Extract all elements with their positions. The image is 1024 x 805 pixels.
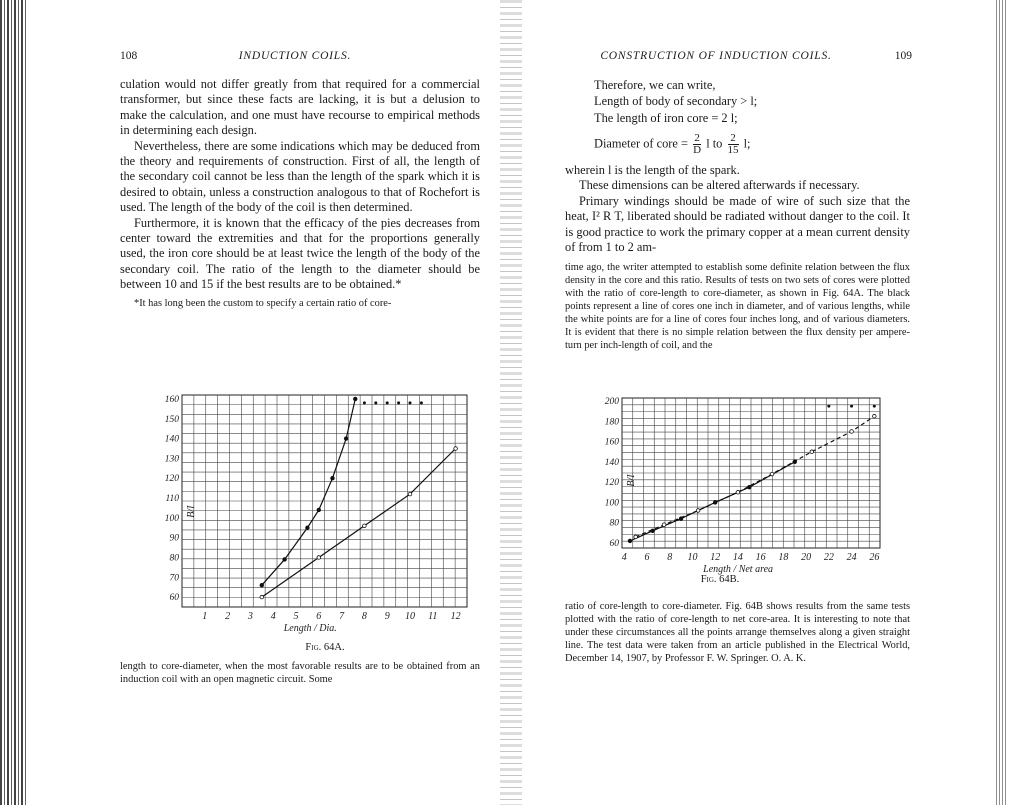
paragraph: Primary windings should be made of wire of such size that the heat, I² R T, liberated should be radiated without danger to the coil. It is good practice to work the primary copper at a mean current density of from 1 to 2 am- [565, 193, 910, 255]
y-axis-label: B/I [626, 474, 637, 487]
data-point [810, 450, 814, 454]
y-tick-label: 140 [604, 457, 619, 468]
book-gutter [500, 0, 522, 805]
data-point [770, 472, 774, 476]
numerator: 2 [694, 132, 700, 145]
data-point [736, 490, 740, 494]
data-point [283, 558, 287, 562]
running-head-title: CONSTRUCTION OF INDUCTION COILS. [600, 50, 832, 62]
paragraph: Therefore, we can write, [594, 78, 716, 92]
data-point [409, 401, 412, 404]
y-tick-label: 80 [609, 518, 619, 529]
paragraph: Furthermore, it is known that the efficacy of the pies decreases from center toward the extremities and that for the proportions generally used, the iron core should be at least twice the length of the body of the secondary coil. The ratio of the length to the diameter should be between 10 and 15 if the best results are to be obtained.* [120, 215, 480, 292]
data-point [331, 476, 335, 480]
x-tick-label: 10 [405, 611, 415, 622]
x-tick-label: 26 [869, 552, 880, 563]
data-point [260, 595, 264, 599]
y-tick-label: 120 [164, 474, 179, 485]
y-tick-label: 160 [164, 394, 179, 405]
data-point [317, 556, 321, 560]
x-axis-label: Length / Net area [703, 564, 774, 575]
data-point [306, 526, 310, 530]
paragraph: These dimensions can be altered afterwards if necessary. [579, 178, 860, 193]
data-point [696, 509, 700, 513]
footnote: ratio of core-length to core-diameter. Fig. 64B shows results from the same tests plotted with the ratio of core-length to net core-area. It is interesting to note that under these circumstances all the points arrange themselves along a given straight line. The test data were taken from an article published in the Electrical World, December 14, 1907, by Professor F. W. Springer. O. A. K. [565, 601, 910, 664]
x-tick-label: 6 [644, 552, 650, 563]
x-tick-label: 11 [428, 611, 438, 622]
x-tick-label: 7 [339, 611, 345, 622]
series-line [262, 448, 456, 597]
x-tick-label: 4 [270, 611, 276, 622]
data-point [344, 437, 348, 441]
data-point [662, 523, 666, 527]
x-tick-label: 4 [621, 552, 627, 563]
data-point [397, 401, 400, 404]
x-tick-label: 12 [450, 611, 461, 622]
x-tick-label: 10 [687, 552, 698, 563]
paragraph: culation would not differ greatly from that required for a commercial transformer, but since these facts are lacking, it is but a delusion to make the calculation, and one must have recourse to empirical methods in determining each design. [120, 77, 480, 138]
y-tick-label: 100 [604, 498, 619, 509]
data-point [850, 430, 854, 434]
x-tick-label: 1 [202, 611, 208, 622]
x-tick-label: 8 [667, 552, 673, 563]
left-running-head [110, 50, 480, 66]
paragraph: wherein l is the length of the spark. [565, 163, 740, 177]
y-axis-label: B/I [186, 505, 197, 518]
footnote: time ago, the writer attempted to establish some definite relation between the flux density in the core and this ratio. Results of tests on two sets of cores were plotted with the ratio of core-length to core-diameter, as shown in Fig. 64A. The black points represent a line of cores one inch in diameter, and of various lengths, while the white points are for a line of cores four inches long, and of various diameters. It is evident that there is no simple relation between the flux density per ampere-turn per inch-length of coil, and the [565, 262, 910, 352]
data-point [873, 414, 877, 418]
chart-fig-64a [160, 390, 475, 640]
data-point [873, 405, 876, 408]
chart-fig-64b [600, 390, 885, 590]
series-line [636, 416, 875, 537]
data-point [260, 583, 264, 587]
x-tick-label: 9 [384, 611, 390, 622]
equation: Length of body of secondary > l; [594, 94, 758, 109]
data-point [408, 492, 412, 496]
x-tick-label: 14 [732, 552, 743, 563]
data-point [454, 447, 458, 451]
footnote: *It has long been the custom to specify a certain ratio of core- [134, 297, 392, 309]
y-tick-label: 120 [604, 478, 619, 489]
y-tick-label: 200 [604, 397, 619, 408]
x-tick-label: 16 [755, 552, 766, 563]
x-tick-label: 8 [361, 611, 367, 622]
y-tick-label: 60 [609, 538, 619, 549]
equation-text: l; [743, 136, 751, 151]
data-point [353, 397, 357, 401]
x-tick-label: 20 [801, 552, 812, 563]
data-point [628, 539, 632, 543]
fraction [728, 133, 739, 156]
data-point [850, 405, 853, 408]
x-tick-label: 24 [846, 552, 857, 563]
denominator: 15 [727, 144, 739, 157]
equation: The length of iron core = 2 l; [594, 111, 738, 126]
fraction [693, 133, 701, 156]
x-axis-label: Length / Dia. [283, 623, 337, 634]
running-head-title: INDUCTION COILS. [238, 50, 352, 62]
book-spine-shadow [0, 0, 26, 805]
series-line [262, 399, 355, 585]
numerator: 2 [728, 133, 739, 145]
y-tick-label: 110 [165, 494, 179, 505]
x-tick-label: 6 [316, 611, 322, 622]
data-point [317, 508, 321, 512]
x-tick-label: 22 [823, 552, 834, 563]
data-point [374, 401, 377, 404]
denominator: D [693, 144, 702, 157]
equation-text: l to [706, 136, 723, 151]
right-running-head [560, 50, 912, 66]
figure-caption: Fig. 64A. [305, 642, 345, 653]
y-tick-label: 150 [164, 414, 179, 425]
y-tick-label: 70 [169, 573, 179, 584]
y-tick-label: 160 [604, 437, 619, 448]
figure-caption: Fig. 64B. [700, 574, 740, 585]
y-tick-label: 100 [164, 513, 179, 524]
x-tick-label: 18 [778, 552, 789, 563]
y-tick-label: 130 [164, 454, 179, 465]
page-number: 108 [120, 50, 138, 62]
y-tick-label: 180 [604, 417, 619, 428]
x-tick-label: 5 [293, 611, 299, 622]
x-tick-label: 3 [247, 611, 253, 622]
y-tick-label: 60 [169, 593, 179, 604]
data-point [420, 401, 423, 404]
equation-diameter [594, 133, 910, 159]
page-edge [996, 0, 1008, 805]
y-tick-label: 80 [169, 553, 179, 564]
footnote: length to core-diameter, when the most favorable results are to be obtained from an induction coil with an open magnetic circuit. Some [120, 661, 480, 685]
data-point [386, 401, 389, 404]
y-tick-label: 140 [164, 434, 179, 445]
data-point [827, 405, 830, 408]
data-point [634, 535, 638, 539]
data-point [363, 401, 366, 404]
x-tick-label: 12 [710, 552, 721, 563]
paragraph: Nevertheless, there are some indications which may be deduced from the theory and requirements of construction. First of all, the length of the secondary coil cannot be less than the length of the spark which it is desired to obtain, unless a construction analogous to that of Rochefort is used. The length of the body of the coil is then determined. [120, 138, 480, 215]
y-tick-label: 90 [169, 533, 179, 544]
data-point [363, 524, 367, 528]
page-number: 109 [894, 50, 912, 62]
x-tick-label: 2 [225, 611, 231, 622]
equation-label: Diameter of core = [594, 136, 689, 151]
